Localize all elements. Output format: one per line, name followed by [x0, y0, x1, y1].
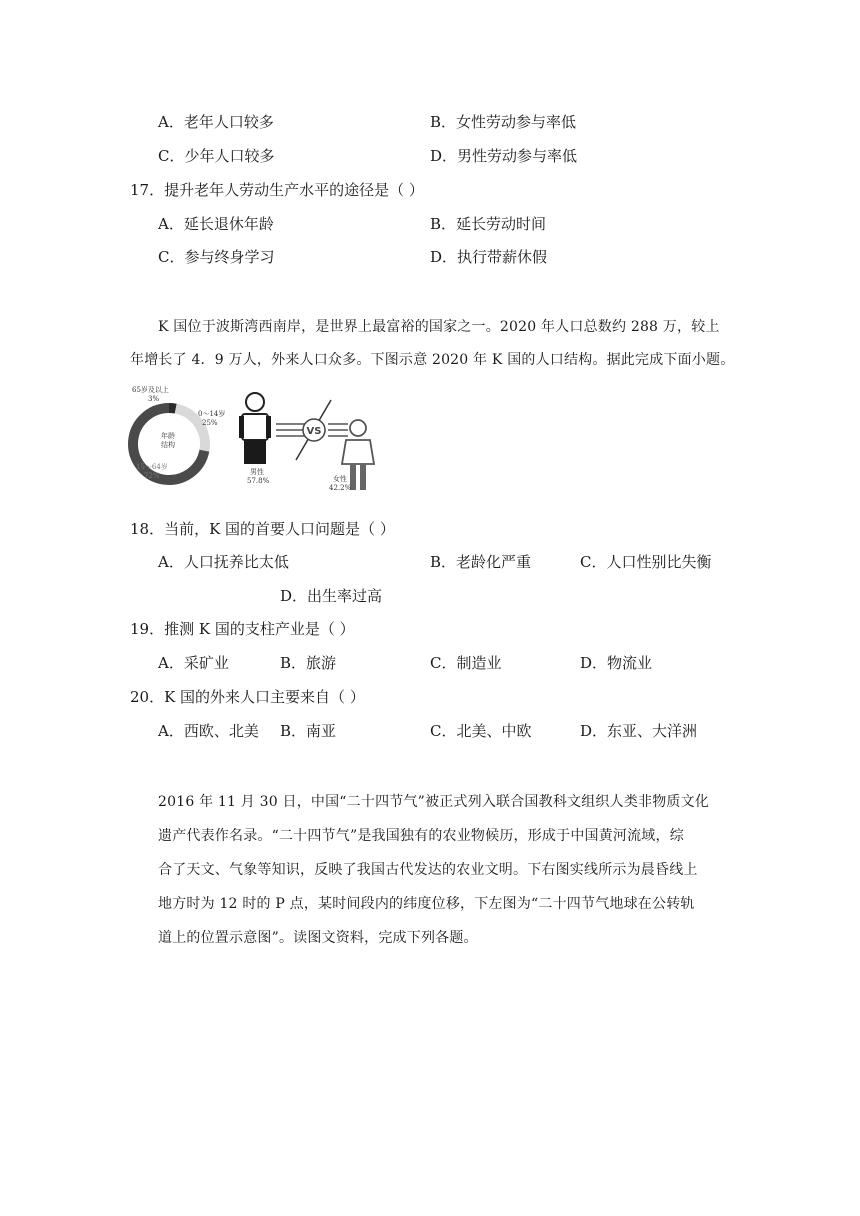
q17-option-d: D．执行带薪休假: [430, 248, 548, 266]
q16-option-d: D．男性劳动参与率低: [430, 147, 578, 165]
q20-option-b: B．南亚: [280, 722, 337, 740]
q18-stem: 18．当前，K 国的首要人口问题是（ ）: [130, 520, 395, 538]
q17-stem: 17．提升老年人劳动生产水平的途径是（ ）: [130, 181, 424, 199]
q18-option-d: D．出生率过高: [280, 587, 383, 605]
passage-solar-line-5: 道上的位置示意图”。读图文资料，完成下列各题。: [158, 930, 478, 946]
q18-option-b: B．老龄化严重: [430, 553, 532, 571]
ring-center-label-2: 结构: [161, 441, 175, 449]
male-figure-icon: [239, 393, 271, 464]
label-65-plus: 65岁及以上: [132, 386, 169, 394]
q19-option-b: B．旅游: [280, 654, 337, 672]
q17-option-c: C．参与终身学习: [158, 248, 275, 266]
passage-solar-line-3: 合了天文、气象等知识，反映了我国古代发达的农业文明。下右图实线所示为晨昏线上: [158, 862, 698, 878]
q18-option-a: A．人口抚养比太低: [158, 553, 289, 571]
vs-badge-icon: [276, 400, 348, 460]
q17-option-b: B．延长劳动时间: [430, 215, 547, 233]
q20-stem: 20．K 国的外来人口主要来自（ ）: [130, 688, 365, 706]
ring-center-label-1: 年龄: [161, 432, 175, 440]
q20-option-d: D．东亚、大洋洲: [580, 722, 698, 740]
vs-text: VS: [306, 426, 322, 437]
q16-option-b: B．女性劳动参与率低: [430, 113, 577, 131]
female-value: 42.2%: [329, 484, 352, 492]
female-label: 女性: [333, 475, 347, 483]
label-15-64: 15～64岁: [136, 463, 168, 471]
q16-option-c: C．少年人口较多: [158, 147, 275, 165]
label-0-14: 0～14岁: [198, 410, 226, 418]
passage-k-line-1: K 国位于波斯湾西南岸，是世界上最富裕的国家之一。2020 年人口总数约 288 万，较上: [158, 319, 720, 335]
passage-solar-line-4: 地方时为 12 时的 P 点，某时间段内的纬度位移，下左图为“二十四节气地球在公转轨: [158, 896, 695, 912]
q18-option-c: C．人口性别比失衡: [580, 553, 712, 571]
q19-option-a: A．采矿业: [158, 654, 229, 672]
passage-k-line-2: 年增长了 4．9 万人，外来人口众多。下图示意 2020 年 K 国的人口结构。据此完成下面小题。: [130, 352, 735, 368]
q19-stem: 19．推测 K 国的支柱产业是（ ）: [130, 620, 355, 638]
passage-solar-line-1: 2016 年 11 月 30 日，中国“二十四节气”被正式列入联合国教科文组织人类非物质文化: [158, 794, 710, 810]
q19-option-c: C．制造业: [430, 654, 502, 672]
ring-segment-0: [169, 408, 176, 409]
population-structure-figure: [126, 382, 386, 494]
q16-option-a: A．老年人口较多: [158, 113, 274, 131]
q20-option-a: A．西欧、北美: [158, 722, 259, 740]
value-65-plus: 3%: [148, 395, 160, 403]
male-value: 57.8%: [247, 477, 270, 485]
q19-option-d: D．物流业: [580, 654, 653, 672]
passage-solar-line-2: 遗产代表作名录。“二十四节气”是我国独有的农业物候历，形成于中国黄河流域，综: [158, 828, 684, 844]
q17-option-a: A．延长退休年龄: [158, 215, 274, 233]
value-0-14: 25%: [202, 419, 218, 427]
male-label: 男性: [250, 468, 264, 476]
q20-option-c: C．北美、中欧: [430, 722, 532, 740]
value-15-64: 72%: [144, 472, 160, 480]
